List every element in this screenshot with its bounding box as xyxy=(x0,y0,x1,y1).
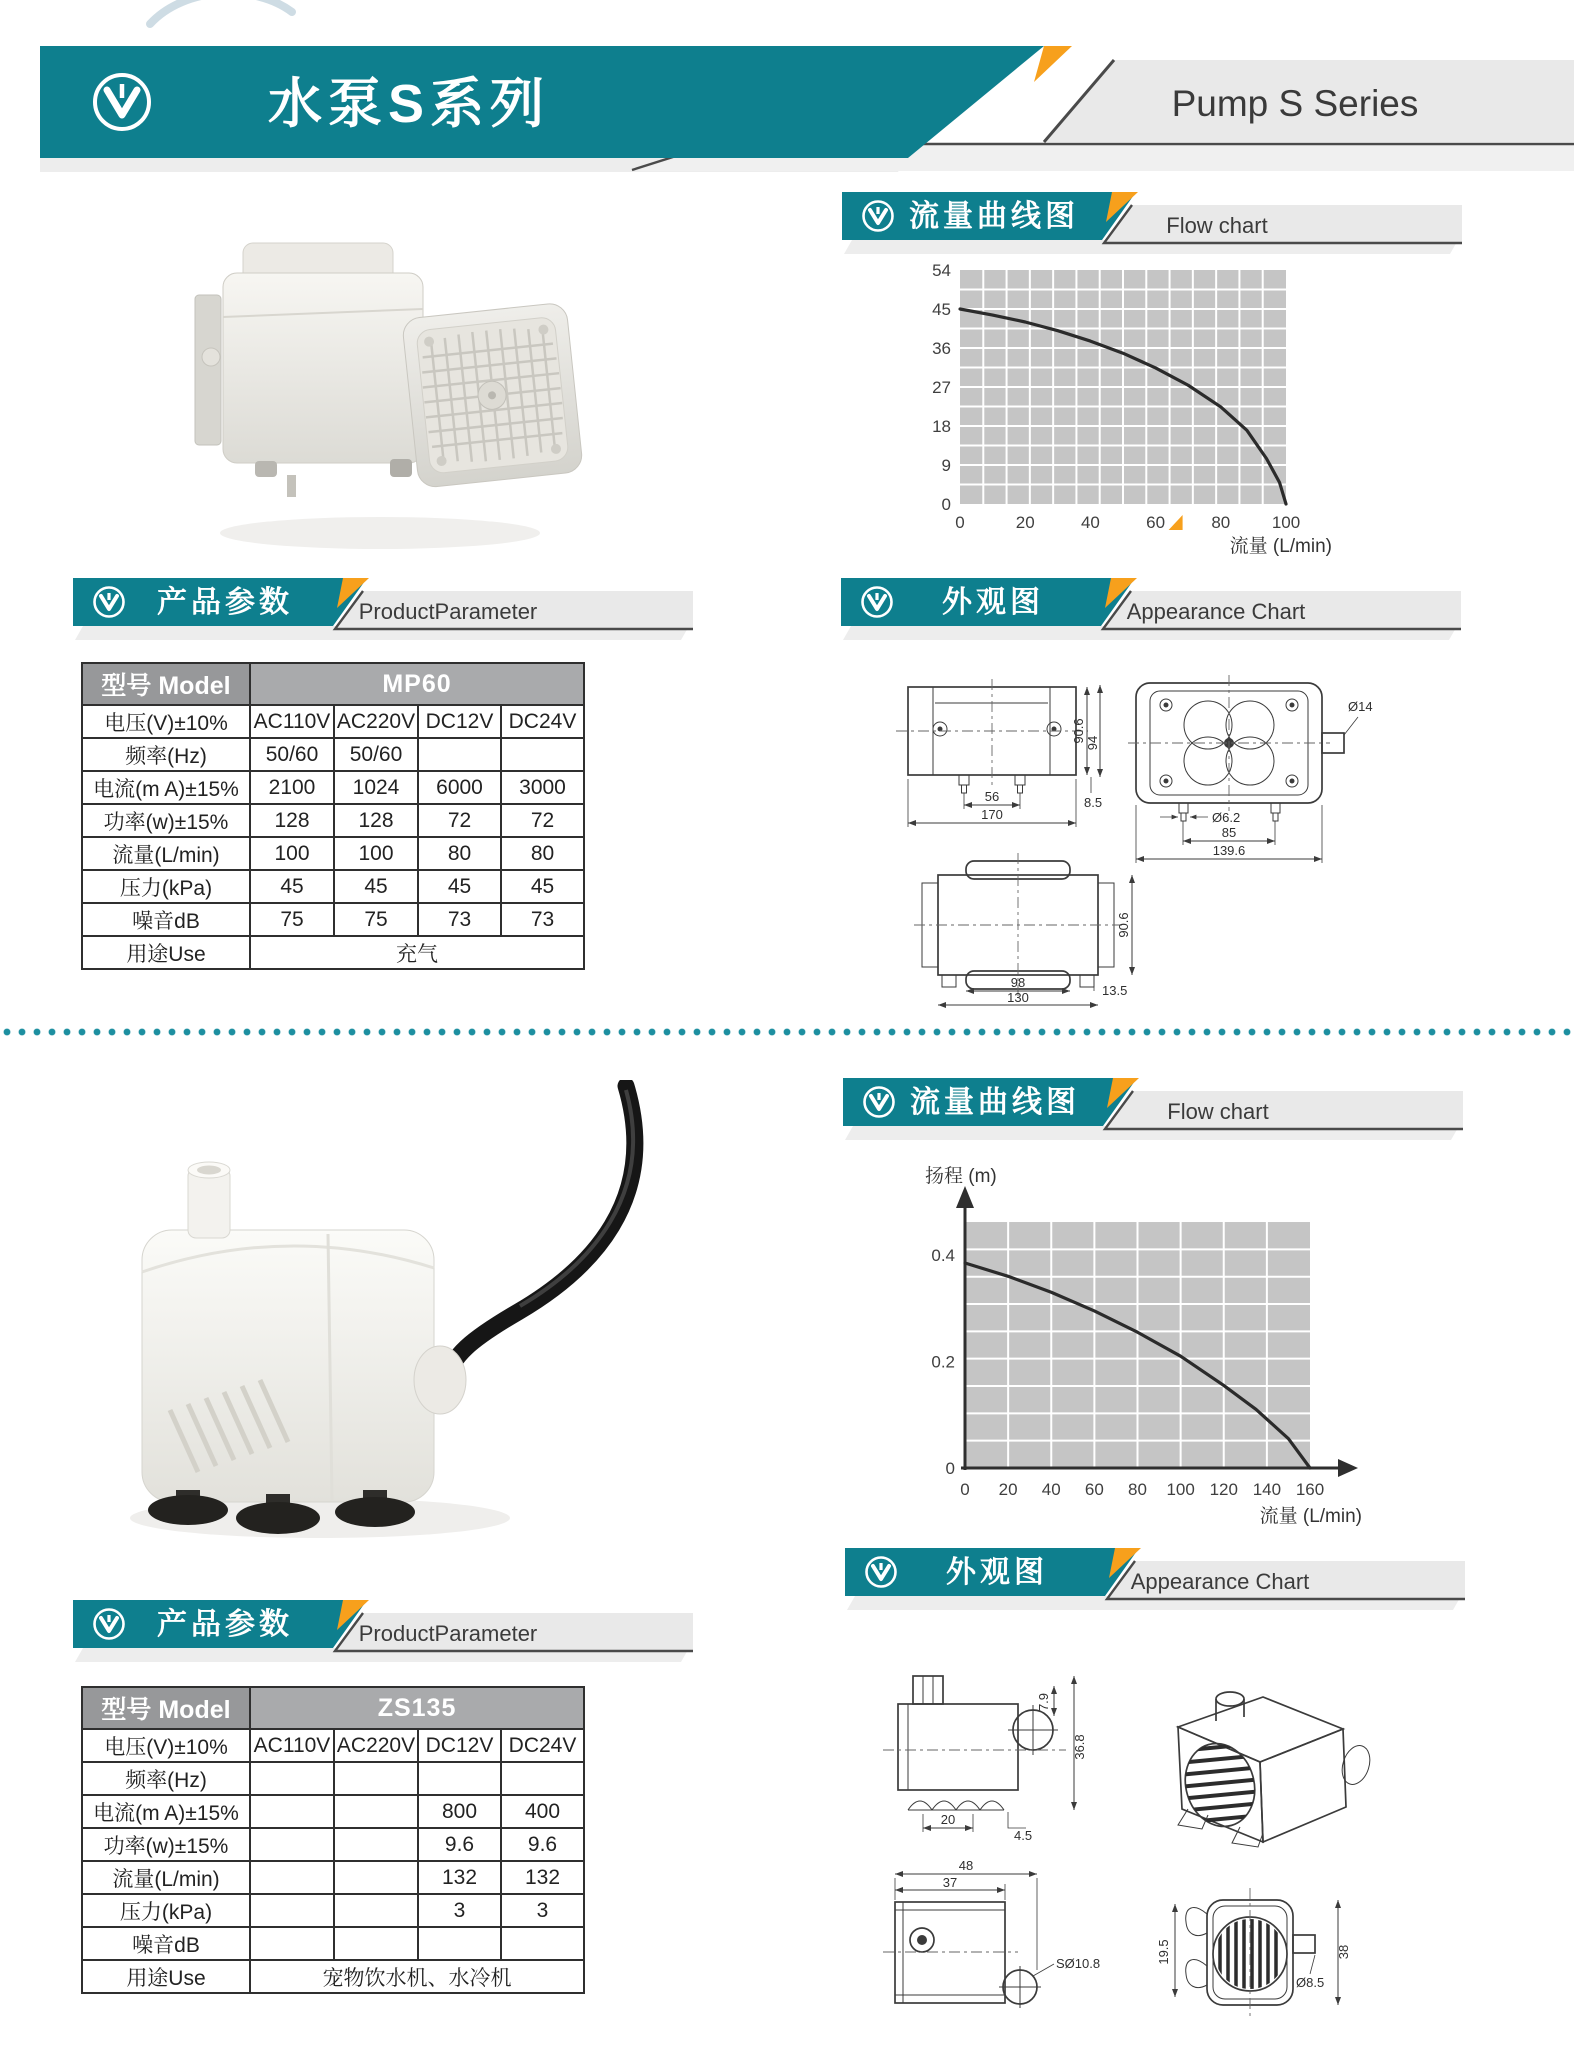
spec-use-row xyxy=(82,936,584,969)
param-banner-2 xyxy=(73,1600,693,1664)
spec-label-cell: 压力(kPa) xyxy=(82,870,250,903)
spec-value-cell: 3 xyxy=(418,1894,501,1927)
spec-value-cell: 6000 xyxy=(418,771,501,804)
spec-value-cell: 132 xyxy=(418,1861,501,1894)
dim-label: 4.5 xyxy=(1014,1828,1033,1843)
flow-chart-banner-2 xyxy=(843,1078,1463,1142)
spec-value-cell: 75 xyxy=(250,903,334,936)
fan-grille xyxy=(402,302,584,488)
dim-label: SØ10.8 xyxy=(1056,1956,1101,1971)
spec-row xyxy=(82,1729,584,1762)
chart-tick-label: 36 xyxy=(932,339,951,358)
y-axis-arrow xyxy=(956,1186,974,1208)
dim-label: 56 xyxy=(984,789,1000,804)
spec-value-cell: AC220V xyxy=(334,705,418,738)
spec-value-cell: 2100 xyxy=(250,771,334,804)
banner-title-cn: 流量曲线图 xyxy=(910,1086,1080,1119)
dim-label: 36.8 xyxy=(1072,1734,1087,1760)
y-axis-label: 扬程 (m) xyxy=(925,1166,997,1187)
chart-tick-label: 20 xyxy=(1015,513,1035,532)
chart-tick-label: 40 xyxy=(1080,513,1100,532)
spec-value-cell xyxy=(250,1894,334,1927)
dim-label: Ø14 xyxy=(1348,699,1373,714)
chart-tick-label: 0 xyxy=(945,1459,955,1478)
spec-value-cell xyxy=(418,1762,501,1795)
spec-value-cell: 73 xyxy=(501,903,584,936)
spec-use-cell: 充气 xyxy=(250,936,584,969)
chart-tick-label: 80 xyxy=(1128,1480,1147,1499)
chart-tick-label: 160 xyxy=(1295,1480,1325,1499)
spec-row xyxy=(82,771,584,804)
chart-tick-label: 140 xyxy=(1252,1480,1282,1499)
flow-chart-mp60 xyxy=(898,252,1378,564)
appearance-banner-1 xyxy=(841,578,1461,642)
product-photo-mp60 xyxy=(165,195,595,565)
model-value-cell: ZS135 xyxy=(250,1687,584,1729)
spec-value-cell: 100 xyxy=(334,837,418,870)
spec-value-cell: 9.6 xyxy=(418,1828,501,1861)
spec-row xyxy=(82,1828,584,1861)
spec-value-cell: 80 xyxy=(501,837,584,870)
spec-value-cell: DC12V xyxy=(418,705,501,738)
banner-band xyxy=(1105,1091,1463,1129)
spec-value-cell xyxy=(418,738,501,771)
spec-value-cell: 3 xyxy=(501,1894,584,1927)
spec-value-cell: DC24V xyxy=(501,1729,584,1762)
spec-label-cell: 电压(V)±10% xyxy=(82,1729,250,1762)
drawing-top-view xyxy=(914,853,1132,1005)
chart-tick-label: 20 xyxy=(998,1480,1018,1499)
spec-value-cell xyxy=(250,1828,334,1861)
banner-title-cn: 产品参数 xyxy=(157,1608,293,1641)
product-photo-zs135 xyxy=(70,1080,670,1550)
spec-value-cell: 3000 xyxy=(501,771,584,804)
spec-value-cell xyxy=(334,1795,418,1828)
chart-tick-label: 45 xyxy=(932,300,951,319)
corner-decoration xyxy=(150,0,292,24)
spec-value-cell: 50/60 xyxy=(250,738,334,771)
x-axis-label: 流量 (L/min) xyxy=(1229,536,1332,557)
spec-label-cell: 频率(Hz) xyxy=(82,738,250,771)
model-value-cell: MP60 xyxy=(250,663,584,705)
banner-title-cn: 产品参数 xyxy=(157,586,293,619)
spec-value-cell xyxy=(418,1927,501,1960)
chart-tick-label: 60 xyxy=(1146,513,1166,532)
param-banner-1 xyxy=(73,578,693,642)
spec-label-cell: 电流(m A)±15% xyxy=(82,1795,250,1828)
chart-tick-label: 0.4 xyxy=(931,1246,955,1265)
orange-triangle-marker xyxy=(1169,515,1183,530)
spec-use-row xyxy=(82,1960,584,1993)
dim-label: 8.5 xyxy=(1084,795,1103,810)
page-header xyxy=(0,0,1574,185)
flow-chart-zs135 xyxy=(897,1142,1387,1527)
dim-label: 48 xyxy=(958,1858,974,1873)
spec-row xyxy=(82,837,584,870)
spec-row xyxy=(82,1894,584,1927)
spec-row xyxy=(82,903,584,936)
appearance-drawings-mp60 xyxy=(878,645,1398,1010)
pump-body xyxy=(142,1230,434,1502)
spec-label-cell: 功率(w)±15% xyxy=(82,1828,250,1861)
spec-row xyxy=(82,1861,584,1894)
spec-label-cell: 噪音dB xyxy=(82,903,250,936)
x-axis-label: 流量 (L/min) xyxy=(1259,1506,1362,1527)
spec-table-zs135 xyxy=(81,1686,585,1994)
drawing-front-view xyxy=(883,1858,1100,2008)
chart-tick-label: 54 xyxy=(932,261,951,280)
dim-label: Ø6.2 xyxy=(1212,810,1241,825)
spec-label-cell: 频率(Hz) xyxy=(82,1762,250,1795)
chart-tick-label: 120 xyxy=(1209,1480,1238,1499)
dim-label: 20 xyxy=(940,1812,956,1827)
banner-title-en: Appearance Chart xyxy=(1130,1569,1310,1594)
spec-label-cell: 流量(L/min) xyxy=(82,837,250,870)
spec-value-cell: 128 xyxy=(334,804,418,837)
chart-tick-label: 100 xyxy=(1271,513,1301,532)
drawing-isometric-view xyxy=(1176,1692,1375,1847)
spec-use-cell: 宠物饮水机、水冷机 xyxy=(250,1960,584,1993)
banner-title-en: Flow chart xyxy=(1167,1099,1269,1124)
spec-value-cell: 800 xyxy=(418,1795,501,1828)
dim-label: 19.5 xyxy=(1156,1939,1171,1965)
spec-value-cell xyxy=(334,1828,418,1861)
spec-value-cell xyxy=(250,1762,334,1795)
banner-title-en: Appearance Chart xyxy=(1126,599,1306,624)
spec-row xyxy=(82,1795,584,1828)
spec-value-cell: 80 xyxy=(418,837,501,870)
dim-label: 13.5 xyxy=(1102,983,1128,998)
dim-label: 38 xyxy=(1336,1944,1351,1960)
dim-label: 139.6 xyxy=(1212,843,1246,858)
chart-tick-label: 100 xyxy=(1166,1480,1195,1499)
banner-title-en: Flow chart xyxy=(1166,213,1268,238)
spec-value-cell: 128 xyxy=(250,804,334,837)
spec-row xyxy=(82,1762,584,1795)
spec-value-cell: AC220V xyxy=(334,1729,418,1762)
spec-value-cell xyxy=(501,1762,584,1795)
appearance-banner-2 xyxy=(845,1548,1465,1612)
flow-chart-banner-1 xyxy=(842,192,1462,256)
chart-tick-label: 27 xyxy=(932,378,951,397)
spec-value-cell xyxy=(250,1795,334,1828)
spec-value-cell xyxy=(334,1927,418,1960)
spec-row xyxy=(82,705,584,738)
spec-label-cell: 用途Use xyxy=(82,936,250,969)
banner-title-en: ProductParameter xyxy=(358,599,538,624)
spec-value-cell: AC110V xyxy=(250,705,334,738)
chart-tick-label: 0.2 xyxy=(931,1352,955,1372)
spec-value-cell xyxy=(501,738,584,771)
dim-label: 98 xyxy=(1010,975,1026,990)
spec-value-cell: 9.6 xyxy=(501,1828,584,1861)
spec-label-cell: 电流(m A)±15% xyxy=(82,771,250,804)
model-label-cell: 型号 Model xyxy=(82,663,250,705)
spec-value-cell: 1024 xyxy=(334,771,418,804)
chart-tick-label: 18 xyxy=(932,417,951,436)
spec-header-row xyxy=(82,1687,584,1729)
chart-tick-label: 0 xyxy=(960,1480,970,1499)
spec-value-cell: DC24V xyxy=(501,705,584,738)
chart-tick-label: 0 xyxy=(955,513,965,532)
spec-label-cell: 电压(V)±10% xyxy=(82,705,250,738)
chart-tick-label: 40 xyxy=(1041,1480,1061,1499)
banner-title-en: ProductParameter xyxy=(358,1621,538,1646)
spec-row xyxy=(82,804,584,837)
spec-value-cell: 72 xyxy=(501,804,584,837)
spec-row xyxy=(82,738,584,771)
dim-label: 90.6 xyxy=(1116,912,1131,938)
spec-label-cell: 噪音dB xyxy=(82,1927,250,1960)
dim-label: 130 xyxy=(1007,990,1029,1005)
spec-value-cell: 45 xyxy=(250,870,334,903)
drawing-side-view xyxy=(883,1676,1087,1843)
spec-label-cell: 流量(L/min) xyxy=(82,1861,250,1894)
spec-value-cell xyxy=(501,1927,584,1960)
spec-value-cell: 45 xyxy=(334,870,418,903)
dim-label: 90.6 xyxy=(1071,718,1086,744)
chart-tick-label: 9 xyxy=(941,456,951,475)
spec-value-cell: 72 xyxy=(418,804,501,837)
banner-title-cn: 流量曲线图 xyxy=(909,200,1079,233)
spec-value-cell xyxy=(334,1861,418,1894)
model-label-cell: 型号 Model xyxy=(82,1687,250,1729)
spec-value-cell xyxy=(334,1762,418,1795)
spec-label-cell: 用途Use xyxy=(82,1960,250,1993)
spec-row xyxy=(82,1927,584,1960)
drawing-top-view xyxy=(1156,1888,1351,2018)
dim-label: 85 xyxy=(1221,825,1237,840)
chart-tick-label: 80 xyxy=(1211,513,1231,532)
dim-label: 170 xyxy=(981,807,1003,822)
dim-label: 7.9 xyxy=(1036,1692,1051,1712)
spec-header-row xyxy=(82,663,584,705)
spec-value-cell xyxy=(250,1927,334,1960)
dim-label: 37 xyxy=(942,1875,958,1890)
spec-value-cell: 45 xyxy=(501,870,584,903)
spec-value-cell: 132 xyxy=(501,1861,584,1894)
drawing-front-view xyxy=(1128,675,1373,863)
x-axis-arrow xyxy=(1338,1459,1358,1477)
dotted-divider xyxy=(0,1026,1574,1038)
header-orange-accent xyxy=(1034,46,1072,82)
dim-label: Ø8.5 xyxy=(1296,1975,1325,1990)
spec-row xyxy=(82,870,584,903)
drawing-side-view xyxy=(896,679,1102,827)
spec-value-cell: 50/60 xyxy=(334,738,418,771)
banner-band xyxy=(1104,205,1462,243)
spec-value-cell: AC110V xyxy=(250,1729,334,1762)
spec-value-cell: 45 xyxy=(418,870,501,903)
banner-title-cn: 外观图 xyxy=(946,1556,1048,1589)
spec-value-cell xyxy=(334,1894,418,1927)
banner-title-cn: 外观图 xyxy=(942,586,1044,619)
spec-table-mp60 xyxy=(81,662,585,970)
spec-value-cell xyxy=(250,1861,334,1894)
chart-tick-label: 60 xyxy=(1084,1480,1104,1499)
page-title-en: Pump S Series xyxy=(1171,83,1419,124)
power-cable xyxy=(446,1086,635,1380)
appearance-drawings-zs135 xyxy=(868,1652,1413,2062)
spec-value-cell: 400 xyxy=(501,1795,584,1828)
spec-label-cell: 压力(kPa) xyxy=(82,1894,250,1927)
spec-value-cell: 75 xyxy=(334,903,418,936)
dim-label: 94 xyxy=(1085,735,1100,751)
spec-value-cell: 73 xyxy=(418,903,501,936)
spec-value-cell: DC12V xyxy=(418,1729,501,1762)
chart-tick-label: 0 xyxy=(941,495,951,514)
page-title-cn: 水泵S系列 xyxy=(268,74,551,134)
spec-value-cell: 100 xyxy=(250,837,334,870)
spec-label-cell: 功率(w)±15% xyxy=(82,804,250,837)
